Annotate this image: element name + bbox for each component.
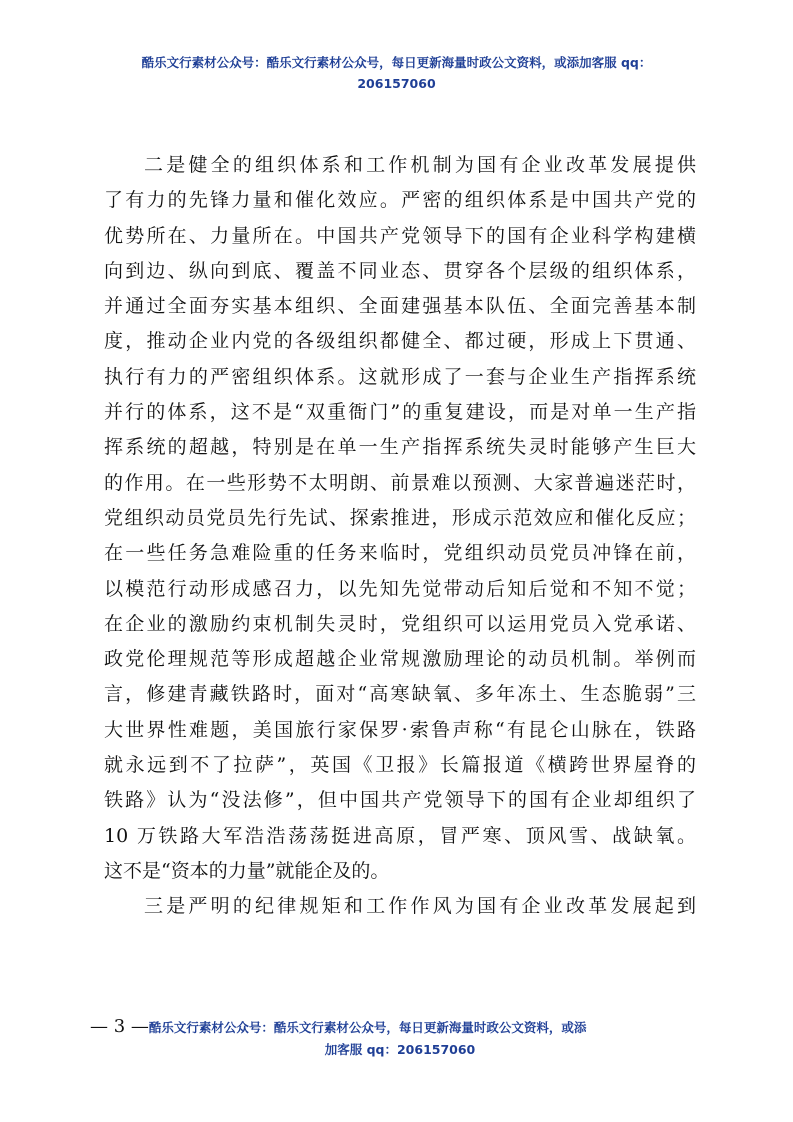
header-line-2: 206157060: [357, 76, 436, 91]
text-line: 在企业的激励约束机制失灵时，党组织可以运用党员入党承诺、: [104, 612, 696, 635]
text-line: 执行有力的严密组织体系。这就形成了一套与企业生产指挥系统: [104, 365, 696, 388]
text-line: 优势所在、力量所在。中国共产党领导下的国有企业科学构建横: [104, 224, 696, 247]
paragraph-1: [104, 148, 696, 889]
page-header-watermark: [60, 52, 733, 94]
text-line: 党组织动员党员先行先试、探索推进，形成示范效应和催化反应；: [104, 506, 696, 529]
text-line: 二是健全的组织体系和工作机制为国有企业改革发展提供: [144, 154, 696, 176]
text-line: 挥系统的超越，特别是在单一生产指挥系统失灵时能够产生巨大: [104, 436, 696, 459]
header-line-1: 酷乐文行素材公众号：酷乐文行素材公众号，每日更新海量时政公文资料，或添加客服 qq：: [141, 55, 652, 70]
footer-line-1: [90, 1016, 710, 1039]
page-footer: [90, 1016, 710, 1061]
footer-watermark-text: 酷乐文行素材公众号：酷乐文行素材公众号，每日更新海量时政公文资料，或添: [148, 1020, 587, 1035]
text-line: 言，修建青藏铁路时，面对“高寒缺氧、多年冻土、生态脆弱”三: [104, 683, 696, 706]
text-line: 向到边、纵向到底、覆盖不同业态、贯穿各个层级的组织体系，: [104, 259, 696, 282]
page-number: — 3 —: [90, 1016, 149, 1037]
text-line: 并行的体系，这不是“双重衙门”的重复建设，而是对单一生产指: [104, 401, 696, 424]
paragraph-2: [104, 889, 696, 924]
text-line: 政党伦理规范等形成超越企业常规激励理论的动员机制。举例而: [104, 648, 696, 671]
document-body: [104, 148, 696, 925]
text-line: 10 万铁路大军浩浩荡荡挺进高原，冒严寒、顶风雪、战缺氧。: [104, 824, 696, 847]
text-line: 了有力的先锋力量和催化效应。严密的组织体系是中国共产党的: [104, 189, 696, 212]
text-line: 铁路》认为“没法修”，但中国共产党领导下的国有企业却组织了: [104, 789, 696, 812]
text-line: 度，推动企业内党的各级组织都健全、都过硬，形成上下贯通、: [104, 330, 696, 353]
text-line: 这不是“资本的力量”就能企及的。: [104, 859, 390, 882]
text-line: 三是严明的纪律规矩和工作作风为国有企业改革发展起到: [144, 895, 696, 918]
text-line: 大世界性难题，美国旅行家保罗·索鲁声称“有昆仑山脉在，铁路: [104, 718, 696, 741]
text-line: 在一些任务急难险重的任务来临时，党组织动员党员冲锋在前，: [104, 542, 696, 565]
text-line: 的作用。在一些形势不太明朗、前景难以预测、大家普遍迷茫时，: [104, 471, 696, 494]
footer-line-2: 加客服 qq：206157060: [324, 1042, 476, 1057]
text-line: 就永远到不了拉萨”，英国《卫报》长篇报道《横跨世界屋脊的: [104, 754, 696, 777]
text-line: 并通过全面夯实基本组织、全面建强基本队伍、全面完善基本制: [104, 295, 696, 318]
text-line: 以模范行动形成感召力，以先知先觉带动后知后觉和不知不觉；: [104, 577, 696, 600]
